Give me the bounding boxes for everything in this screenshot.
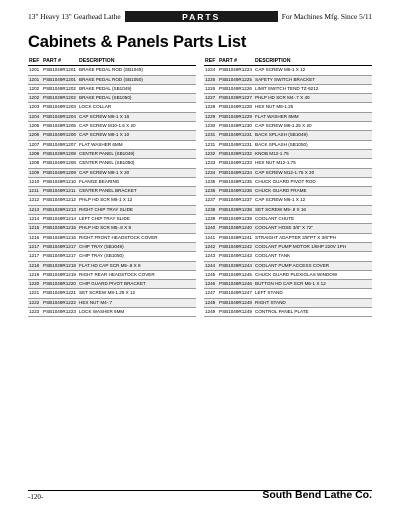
- table-row: [204, 94, 372, 103]
- description-cell: LOCK WASHER 6MM: [79, 309, 125, 315]
- part-number-cell: PSB1049R1202: [43, 95, 76, 101]
- description-cell: HEX NUT M4-.7: [79, 299, 113, 305]
- table-row: [28, 308, 196, 317]
- ref-cell: 1207: [29, 141, 40, 147]
- description-cell: FLAT WASHER 8MM: [255, 113, 299, 119]
- part-number-cell: PSB1049R1209: [43, 169, 76, 175]
- table-row: [204, 113, 372, 122]
- table-row: [28, 159, 196, 168]
- table-row: [204, 262, 372, 271]
- ref-cell: 1226: [205, 85, 216, 91]
- description-cell: CAP SCREW M10-1.5 X 20: [79, 123, 136, 129]
- part-number-cell: PSB1049R1232: [219, 150, 252, 156]
- ref-cell: 1217: [29, 253, 40, 259]
- table-row: [204, 150, 372, 159]
- description-cell: CAP SCREW M6-1 X 12: [255, 67, 306, 73]
- table-row: [28, 187, 196, 196]
- part-number-cell: PSB1049R1242: [219, 243, 252, 249]
- table-row: [204, 196, 372, 205]
- ref-cell: 1208: [29, 160, 40, 166]
- ref-cell: 1243: [205, 253, 216, 259]
- part-number-cell: PSB1049R1207: [43, 141, 76, 147]
- part-number-cell: PSB1049R1244: [219, 262, 252, 268]
- page-header: [28, 11, 372, 22]
- table-header: [204, 57, 372, 66]
- ref-cell: 1202: [29, 95, 40, 101]
- description-cell: LIMIT SWITCH TEND TZ-9212: [255, 85, 319, 91]
- part-number-cell: PSB1049R1206: [43, 132, 76, 138]
- table-row: [28, 271, 196, 280]
- header-machine-title: 13" Heavy 13" Gearhead Lathe: [28, 11, 125, 22]
- ref-column-header: REF: [29, 58, 40, 64]
- part-number-cell: PSB1049R1205: [43, 123, 76, 129]
- ref-cell: 1228: [205, 104, 216, 110]
- description-cell: LEFT STAND: [255, 290, 283, 296]
- description-cell: COOLANT PUMP ACCESS COVER: [255, 262, 330, 268]
- description-cell: CAP SCREW M6-1 X 12: [255, 197, 306, 203]
- ref-cell: 1245: [205, 271, 216, 277]
- ref-cell: 1237: [205, 197, 216, 203]
- ref-cell: 1234: [205, 169, 216, 175]
- description-cell: CHUCK GUARD PIVOT ROD: [255, 178, 316, 184]
- table-row: [28, 262, 196, 271]
- parts-table-right: [204, 57, 372, 317]
- description-cell: BUTTON HD CAP SCR M6-1 X 12: [255, 281, 326, 287]
- description-cell: RIGHT CHIP TRAY SLIDE: [79, 206, 133, 212]
- ref-cell: 1218: [29, 262, 40, 268]
- table-row: [28, 243, 196, 252]
- table-row: [28, 206, 196, 215]
- table-row: [28, 215, 196, 224]
- description-cell: BRAKE PEDAL (SB1049): [79, 85, 132, 91]
- table-row: [204, 85, 372, 94]
- part-number-cell: PSB1049R1231: [219, 132, 252, 138]
- table-row: [28, 252, 196, 261]
- ref-cell: 1215: [29, 225, 40, 231]
- description-cell: STRAIGHT ADAPTER 3/8"PT X 3/8"PH: [255, 234, 336, 240]
- ref-cell: 1212: [29, 197, 40, 203]
- description-cell: BRAKE PEDAL (SB1050): [79, 95, 132, 101]
- table-row: [28, 150, 196, 159]
- part-number-cell: PSB1049R1217: [43, 243, 76, 249]
- description-cell: CENTER PANEL BRACKET: [79, 188, 137, 194]
- description-cell: BACK SPLASH (SB1050): [255, 141, 308, 147]
- table-row: [204, 280, 372, 289]
- header-section-label: PARTS: [182, 11, 221, 22]
- part-number-cell: PSB1049R1246: [219, 281, 252, 287]
- description-cell: COOLANT TANK: [255, 253, 291, 259]
- part-number-cell: PSB1049R1219: [43, 271, 76, 277]
- description-cell: CAP SCREW M6-1 X 16: [79, 113, 130, 119]
- part-number-cell: PSB1049R1221: [43, 290, 76, 296]
- description-cell: CENTER PANEL (SB1050): [79, 160, 135, 166]
- part-number-cell: PSB1049R1247: [219, 290, 252, 296]
- description-cell: CONTROL PANEL PLATE: [255, 309, 309, 315]
- ref-cell: 1238: [205, 206, 216, 212]
- description-cell: SET SCREW M5-.8 X 16: [255, 206, 306, 212]
- part-number-cell: PSB1049R1203: [43, 104, 76, 110]
- description-cell: BACK SPLASH (SB1049): [255, 132, 308, 138]
- part-number-cell: PSB1049R1228: [219, 104, 252, 110]
- table-row: [28, 141, 196, 150]
- part-number-cell: PSB1049R1226: [219, 85, 252, 91]
- table-row: [204, 308, 372, 317]
- table-row: [28, 131, 196, 140]
- table-row: [204, 252, 372, 261]
- ref-cell: 1236: [205, 188, 216, 194]
- part-number-cell: PSB1049R1248: [219, 299, 252, 305]
- ref-cell: 1210: [29, 178, 40, 184]
- ref-cell: 1239: [205, 216, 216, 222]
- part-number-cell: PSB1049R1235: [219, 178, 252, 184]
- table-row: [28, 122, 196, 131]
- part-number-cell: PSB1049R1202: [43, 85, 76, 91]
- ref-column-header: REF: [205, 58, 216, 64]
- part-number-cell: PSB1049R1231: [219, 141, 252, 147]
- part-number-cell: PSB1049R1245: [219, 271, 252, 277]
- description-cell: CAP SCREW M12-1.75 X 20: [255, 169, 315, 175]
- parts-table-left: [28, 57, 196, 317]
- table-body: [28, 66, 196, 317]
- description-cell: RIGHT STAND: [255, 299, 286, 305]
- part-column-header: PART #: [219, 58, 238, 64]
- part-number-cell: PSB1049R1208: [43, 160, 76, 166]
- table-row: [204, 206, 372, 215]
- description-cell: COOLANT HOSE 3/8" X 72": [255, 225, 314, 231]
- ref-cell: 1219: [29, 271, 40, 277]
- header-manufacture-date: For Machines Mfg. Since 5/11: [278, 11, 372, 22]
- description-cell: CAP SCREW M8-1 X 20: [79, 169, 130, 175]
- part-number-cell: PSB1049R1223: [43, 309, 76, 315]
- page-number: -120-: [28, 493, 44, 501]
- table-header: [28, 57, 196, 66]
- part-number-cell: PSB1049R1230: [219, 123, 252, 129]
- part-number-cell: PSB1049R1229: [219, 113, 252, 119]
- table-row: [28, 178, 196, 187]
- ref-cell: 1230: [205, 123, 216, 129]
- ref-cell: 1246: [205, 281, 216, 287]
- part-number-cell: PSB1049R1204: [43, 113, 76, 119]
- description-cell: PHLP HD SCR M5-.8 X 8: [79, 225, 131, 231]
- ref-cell: 1209: [29, 169, 40, 175]
- table-row: [204, 187, 372, 196]
- description-cell: COOLANT PUMP MOTOR 1/8HP 220V 1PH: [255, 243, 347, 249]
- description-column-header: DESCRIPTION: [255, 58, 291, 64]
- table-row: [204, 299, 372, 308]
- part-number-cell: PSB1049R1215: [43, 225, 76, 231]
- ref-cell: 1204: [29, 113, 40, 119]
- table-row: [204, 141, 372, 150]
- ref-cell: 1242: [205, 243, 216, 249]
- table-row: [28, 280, 196, 289]
- table-row: [28, 85, 196, 94]
- part-number-cell: PSB1049R1225: [219, 76, 252, 82]
- ref-cell: 1203: [29, 104, 40, 110]
- part-number-cell: PSB1049R1214: [43, 216, 76, 222]
- part-number-cell: PSB1049R1201: [43, 76, 76, 82]
- table-row: [204, 66, 372, 75]
- ref-cell: 1213: [29, 206, 40, 212]
- part-number-cell: PSB1049R1237: [219, 197, 252, 203]
- part-number-cell: PSB1049R1241: [219, 234, 252, 240]
- ref-cell: 1240: [205, 225, 216, 231]
- table-row: [204, 103, 372, 112]
- part-number-cell: PSB1049R1249: [219, 309, 252, 315]
- ref-cell: 1231: [205, 132, 216, 138]
- ref-cell: 1202: [29, 85, 40, 91]
- description-cell: CHUCK GUARD FRAME: [255, 188, 307, 194]
- description-cell: CHUCK GUARD PLEXIGLAS WINDOW: [255, 271, 338, 277]
- table-row: [204, 289, 372, 298]
- table-row: [204, 243, 372, 252]
- part-number-cell: PSB1049R1240: [219, 225, 252, 231]
- ref-cell: 1221: [29, 290, 40, 296]
- part-number-cell: PSB1049R1216: [43, 234, 76, 240]
- ref-cell: 1205: [29, 123, 40, 129]
- table-row: [204, 159, 372, 168]
- table-row: [204, 234, 372, 243]
- description-cell: CHIP TRAY (SB1050): [79, 253, 124, 259]
- description-cell: CHIP GUARD PIVOT BRACKET: [79, 281, 146, 287]
- ref-cell: 1214: [29, 216, 40, 222]
- description-cell: SET SCREW M8-1.25 X 12: [79, 290, 136, 296]
- part-number-cell: PSB1049R1239: [219, 216, 252, 222]
- part-number-cell: PSB1049R1243: [219, 253, 252, 259]
- description-cell: CENTER PANEL (SB1049): [79, 150, 135, 156]
- ref-cell: 1231: [205, 141, 216, 147]
- table-row: [28, 224, 196, 233]
- table-row: [204, 224, 372, 233]
- table-body: [204, 66, 372, 317]
- ref-cell: 1248: [205, 299, 216, 305]
- table-row: [28, 196, 196, 205]
- ref-cell: 1225: [205, 76, 216, 82]
- ref-cell: 1222: [29, 299, 40, 305]
- part-number-cell: PSB1049R1213: [43, 206, 76, 212]
- ref-cell: 1232: [205, 150, 216, 156]
- part-number-cell: PSB1049R1218: [43, 262, 76, 268]
- part-number-cell: PSB1049R1238: [219, 206, 252, 212]
- table-row: [28, 113, 196, 122]
- description-cell: SAFETY SWITCH BRACKET: [255, 76, 316, 82]
- ref-cell: 1223: [29, 309, 40, 315]
- table-row: [204, 271, 372, 280]
- description-cell: RIGHT REAR HEADSTOCK COVER: [79, 271, 155, 277]
- ref-cell: 1249: [205, 309, 216, 315]
- ref-cell: 1247: [205, 290, 216, 296]
- part-number-cell: PSB1049R1236: [219, 188, 252, 194]
- table-row: [28, 76, 196, 85]
- part-number-cell: PSB1049R1233: [219, 160, 252, 166]
- page-title: Cabinets & Panels Parts List: [28, 33, 247, 51]
- description-cell: PHLP HD SCR M6-1 X 12: [79, 197, 133, 203]
- part-number-cell: PSB1049R1220: [43, 281, 76, 287]
- description-cell: KNOB M12-1.75: [255, 150, 289, 156]
- description-cell: HEX NUT M12-1.75: [255, 160, 296, 166]
- table-row: [204, 169, 372, 178]
- table-row: [204, 122, 372, 131]
- ref-cell: 1217: [29, 243, 40, 249]
- table-row: [204, 178, 372, 187]
- ref-cell: 1224: [205, 67, 216, 73]
- table-row: [204, 131, 372, 140]
- description-cell: CAP SCREW M8-1.25 X 20: [255, 123, 312, 129]
- part-column-header: PART #: [43, 58, 62, 64]
- part-number-cell: PSB1049R1208: [43, 150, 76, 156]
- part-number-cell: PSB1049R1234: [219, 169, 252, 175]
- description-cell: BRAKE PEDAL ROD (SB1050): [79, 76, 143, 82]
- part-number-cell: PSB1049R1210: [43, 178, 76, 184]
- ref-cell: 1216: [29, 234, 40, 240]
- description-cell: HEX NUT M8-1.25: [255, 104, 294, 110]
- part-number-cell: PSB1049R1212: [43, 197, 76, 203]
- table-row: [204, 215, 372, 224]
- description-cell: RIGHT FRONT HEADSTOCK COVER: [79, 234, 158, 240]
- part-number-cell: PSB1049R1224: [219, 67, 252, 73]
- part-number-cell: PSB1049R1211: [43, 188, 76, 194]
- table-row: [28, 169, 196, 178]
- description-cell: CAP SCREW M8-1 X 10: [79, 132, 130, 138]
- ref-cell: 1233: [205, 160, 216, 166]
- ref-cell: 1229: [205, 113, 216, 119]
- ref-cell: 1211: [29, 188, 39, 194]
- ref-cell: 1241: [205, 234, 216, 240]
- description-cell: CHIP TRAY (SB1049): [79, 243, 124, 249]
- description-cell: COOLANT CHUTE: [255, 216, 295, 222]
- part-number-cell: PSB1049R1217: [43, 253, 76, 259]
- description-cell: PHLP HD SCR M4-.7 X 40: [255, 95, 310, 101]
- table-row: [28, 103, 196, 112]
- ref-cell: 1208: [29, 150, 40, 156]
- ref-cell: 1227: [205, 95, 216, 101]
- table-row: [204, 76, 372, 85]
- part-number-cell: PSB1049R1227: [219, 95, 252, 101]
- table-row: [28, 94, 196, 103]
- ref-cell: 1220: [29, 281, 40, 287]
- ref-cell: 1201: [29, 67, 40, 73]
- description-cell: FLAT WASHER 6MM: [79, 141, 123, 147]
- description-column-header: DESCRIPTION: [79, 58, 115, 64]
- brand-logo-text: South Bend Lathe Co.: [262, 489, 372, 501]
- ref-cell: 1201: [29, 76, 40, 82]
- description-cell: FLAT HD CAP SCR M5-.8 X 8: [79, 262, 141, 268]
- ref-cell: 1206: [29, 132, 40, 138]
- table-row: [28, 66, 196, 75]
- part-number-cell: PSB1049R1201: [43, 67, 76, 73]
- part-number-cell: PSB1049R1222: [43, 299, 76, 305]
- ref-cell: 1235: [205, 178, 216, 184]
- description-cell: FLANGE BEARING: [79, 178, 120, 184]
- description-cell: LEFT CHIP TRAY SLIDE: [79, 216, 130, 222]
- description-cell: LOCK COLLAR: [79, 104, 112, 110]
- table-row: [28, 234, 196, 243]
- table-row: [28, 299, 196, 308]
- table-row: [28, 289, 196, 298]
- ref-cell: 1244: [205, 262, 216, 268]
- description-cell: BRAKE PEDAL ROD (SB1049): [79, 67, 143, 73]
